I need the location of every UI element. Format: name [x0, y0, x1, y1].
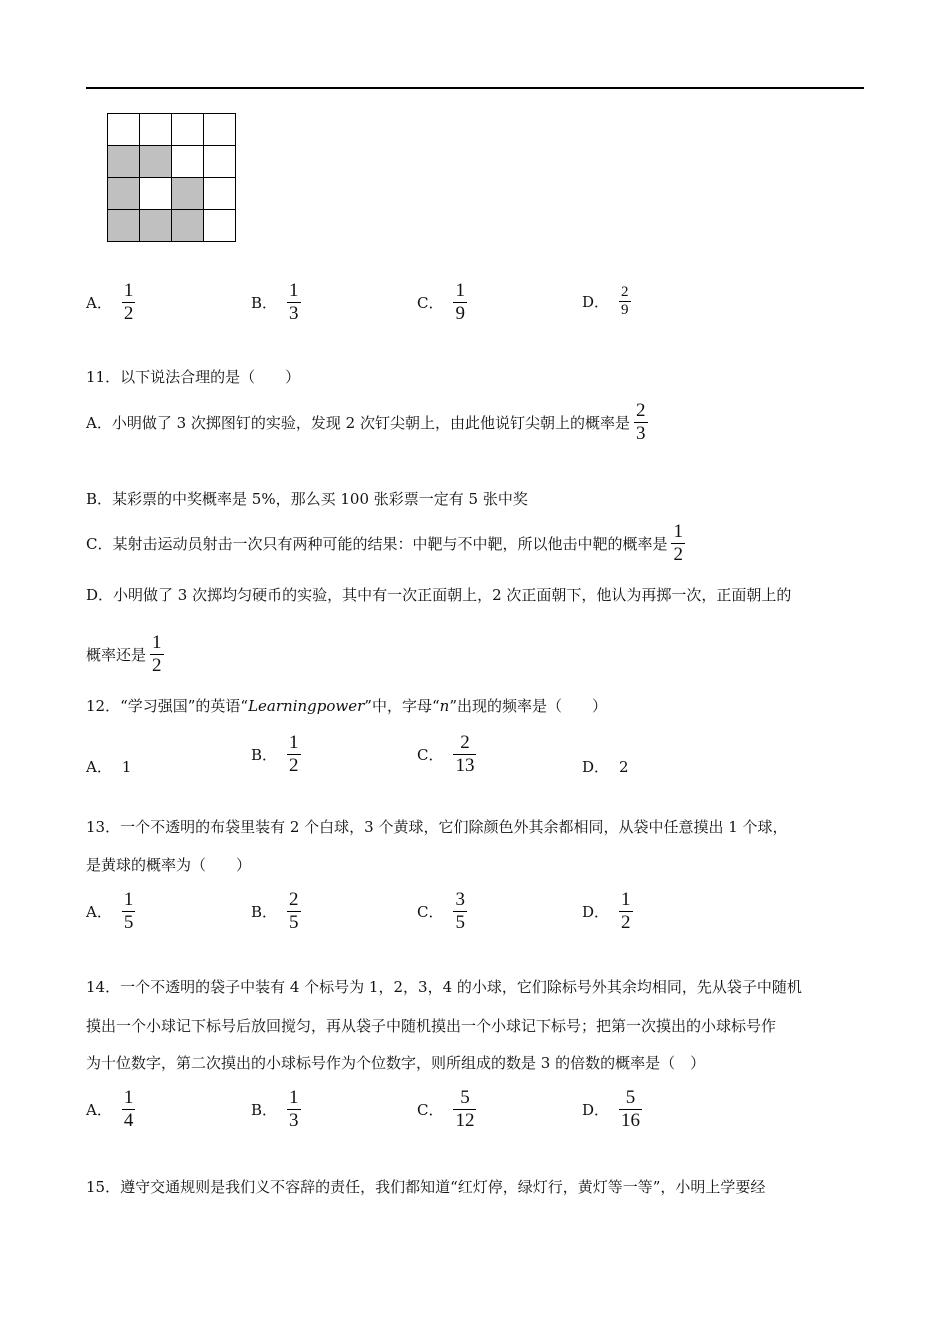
q11-option-d-cont: 概率还是 $\frac{1}{2}$	[86, 632, 162, 676]
grid-cell	[172, 146, 204, 178]
grid-cell-shaded	[108, 210, 140, 242]
q14-option-a[interactable]: A． $\frac{1}{4}$	[86, 1087, 134, 1131]
q11-stem: 11．以下说法合理的是（ ）	[86, 368, 301, 386]
fraction: $\frac{1}{2}$	[621, 889, 631, 933]
q12-stem: 12．“学习强国”的英语“Learningpower”中，字母“n”出现的频率是（ ）	[86, 697, 607, 715]
q14-stem-line2: 摸出一个小球记下标号后放回搅匀，再从袋子中随机摸出一个小球记下标号；把第一次摸出的小球标号作	[86, 1017, 777, 1035]
q14-option-b[interactable]: B． $\frac{1}{3}$	[251, 1087, 299, 1131]
q11-option-c[interactable]: C．某射击运动员射击一次只有两种可能的结果：中靶与不中靶，所以他击中靶的概率是 $\frac{1}{2}$	[86, 521, 683, 565]
q14-stem-line3: 为十位数字，第二次摸出的小球标号作为个位数字，则所组成的数是 3 的倍数的概率是（ ）	[86, 1054, 706, 1072]
fraction: $\frac{1}{9}$	[455, 280, 465, 324]
fraction: $\frac{1}{4}$	[123, 1087, 134, 1131]
fraction: $\frac{1}{3}$	[289, 280, 299, 324]
q13-stem-line2: 是黄球的概率为（ ）	[86, 856, 252, 874]
fraction: $\frac{2}{9}$	[621, 284, 629, 318]
grid-cell	[204, 178, 236, 210]
q14-option-c[interactable]: C． $\frac{5}{12}$	[417, 1087, 475, 1131]
q13-option-c[interactable]: C． $\frac{3}{5}$	[417, 889, 465, 933]
grid-cell-shaded	[172, 210, 204, 242]
q11-option-d[interactable]: D．小明做了 3 次掷均匀硬币的实验，其中有一次正面朝上，2 次正面朝下，他认为再掷一次，正面朝上的	[86, 586, 792, 604]
q13-option-b[interactable]: B． $\frac{2}{5}$	[251, 889, 299, 933]
grid-cell-shaded	[172, 178, 204, 210]
fraction: $\frac{5}{16}$	[621, 1087, 641, 1131]
fraction: $\frac{3}{5}$	[455, 889, 465, 933]
grid-cell	[204, 146, 236, 178]
fraction: $\frac{1}{2}$	[123, 280, 134, 324]
q10-option-d[interactable]: D． $\frac{2}{9}$	[582, 284, 629, 318]
shaded-grid-figure	[107, 113, 236, 242]
fraction: $\frac{1}{2}$	[289, 732, 299, 776]
fraction: $\frac{2}{3}$	[636, 400, 646, 444]
q11-option-a[interactable]: A．小明做了 3 次掷图钉的实验，发现 2 次钉尖朝上，由此他说钉尖朝上的概率是 $\frac{2}{3}$	[86, 400, 646, 444]
q13-option-a[interactable]: A． $\frac{1}{5}$	[86, 889, 134, 933]
q11-option-b[interactable]: B．某彩票的中奖概率是 5%，那么买 100 张彩票一定有 5 张中奖	[86, 490, 528, 508]
fraction: $\frac{5}{12}$	[455, 1087, 475, 1131]
grid-cell-shaded	[140, 146, 172, 178]
grid-cell	[204, 114, 236, 146]
fraction: $\frac{1}{2}$	[152, 632, 162, 676]
q15-stem-line1: 15．遵守交通规则是我们义不容辞的责任，我们都知道“红灯停，绿灯行，黄灯等一等”，小明上学要经	[86, 1178, 766, 1196]
q12-option-c[interactable]: C． $\frac{2}{13}$	[417, 732, 475, 776]
fraction: $\frac{2}{13}$	[455, 732, 475, 776]
grid-cell-shaded	[108, 178, 140, 210]
fraction: $\frac{2}{5}$	[289, 889, 299, 933]
q10-option-b[interactable]: B． $\frac{1}{3}$	[251, 280, 299, 324]
header-rule	[86, 87, 864, 89]
q12-option-d[interactable]: D． 2	[582, 757, 629, 776]
grid-cell	[140, 178, 172, 210]
grid-cell	[140, 114, 172, 146]
fraction: $\frac{1}{5}$	[123, 889, 134, 933]
q14-stem-line1: 14．一个不透明的袋子中装有 4 个标号为 1，2，3，4 的小球，它们除标号外其余均相同，先从袋子中随机	[86, 978, 802, 996]
q13-option-d[interactable]: D． $\frac{1}{2}$	[582, 889, 631, 933]
q12-option-b[interactable]: B． $\frac{1}{2}$	[251, 732, 299, 776]
grid-cell	[172, 114, 204, 146]
q10-option-c[interactable]: C． $\frac{1}{9}$	[417, 280, 465, 324]
grid-cell-shaded	[140, 210, 172, 242]
grid-cell-shaded	[108, 146, 140, 178]
grid-cell	[204, 210, 236, 242]
q14-option-d[interactable]: D． $\frac{5}{16}$	[582, 1087, 641, 1131]
q13-stem-line1: 13．一个不透明的布袋里装有 2 个白球，3 个黄球，它们除颜色外其余都相同，从袋中任意摸出 1 个球，	[86, 818, 788, 836]
grid-cell	[108, 114, 140, 146]
fraction: $\frac{1}{2}$	[673, 521, 683, 565]
q10-option-a[interactable]: A． $\frac{1}{2}$	[86, 280, 134, 324]
q12-option-a[interactable]: A． 1	[86, 757, 132, 776]
fraction: $\frac{1}{3}$	[289, 1087, 299, 1131]
